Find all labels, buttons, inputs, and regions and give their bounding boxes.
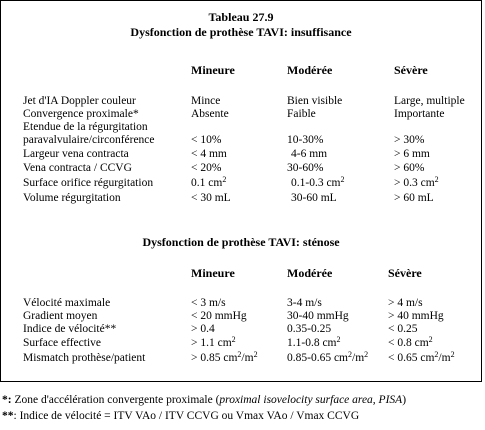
t2-cell: 3-4 m/s	[287, 297, 322, 309]
t1-col-mild: Mineure	[191, 63, 235, 77]
t1-cell: < 30 mL	[191, 192, 231, 204]
t1-cell: Importante	[394, 108, 445, 120]
t2-cell: > 0.4	[191, 323, 215, 335]
t1-row-label: Largeur vena contracta	[23, 148, 129, 160]
t1-row-label: Volume régurgitation	[23, 192, 121, 204]
t2-cell: 30-40 mmHg	[287, 310, 349, 322]
t1-cell: 0.1 $cm^2$	[191, 175, 227, 189]
t2-cell: < 0.25	[388, 323, 418, 335]
t1-cell: 0.1-0.3 $cm^2$	[291, 175, 345, 189]
t1-row-label: Convergence proximale*	[23, 108, 139, 120]
t1-row-label: paravalvulaire/circonférence	[23, 134, 155, 146]
t1-col-severe: Sévère	[394, 63, 428, 77]
t1-cell: Large, multiple	[394, 95, 465, 107]
t1-cell: > 60%	[394, 162, 425, 174]
t1-row-label: Jet d'IA Doppler couleur	[23, 95, 136, 107]
t2-cell: < 0.8 $cm^2$	[388, 335, 433, 349]
t2-row-label: Vélocité maximale	[23, 297, 111, 309]
t2-cell: < 20 mmHg	[191, 310, 247, 322]
t2-cell: > 40 mmHg	[388, 310, 444, 322]
t2-cell: > 4 m/s	[388, 297, 423, 309]
t1-cell: > 0.3 $cm^2$	[394, 175, 439, 189]
t2-col-mild: Mineure	[191, 266, 235, 280]
t1-row-label: Surface orifice régurgitation	[23, 177, 154, 189]
t2-cell: < 3 m/s	[191, 297, 226, 309]
t2-col-severe: Sévère	[388, 266, 422, 280]
t2-cell: 1.1-0.8 $cm^2$	[287, 335, 341, 349]
t1-cell: > 30%	[394, 134, 425, 146]
t2-row-label: Indice de vélocité**	[23, 323, 117, 335]
t2-row-label: Surface effective	[23, 337, 102, 349]
t1-cell: Absente	[191, 108, 229, 120]
t1-cell: 10-30%	[287, 134, 324, 146]
t2-cell: > 1.1 $cm^2$	[191, 335, 236, 349]
table1-title: Dysfonction de prothèse TAVI: insuffisance	[130, 25, 352, 39]
t2-cell: < 0.65 $cm^2/m^2$	[388, 350, 455, 364]
t1-cell: Bien visible	[287, 95, 343, 107]
t2-row-label: Gradient moyen	[23, 310, 98, 322]
t1-cell: 30-60 mL	[291, 192, 337, 204]
table2-title: Dysfonction de prothèse TAVI: sténose	[142, 235, 340, 249]
t1-cell: 30-60%	[287, 162, 324, 174]
t1-cell: < 4 mm	[191, 148, 227, 160]
t1-cell: > 60 mL	[394, 192, 434, 204]
t1-col-moderate: Modérée	[287, 63, 333, 77]
t2-cell: 0.85-0.65 $cm^2/m^2$	[287, 350, 369, 364]
footnote-1: *: Zone d'accélération convergente proximale (proximal isovelocity surface area, PISA)	[2, 394, 407, 406]
t1-row-label: Vena contracta / CCVG	[23, 162, 132, 174]
t1-row-label: Etendue de la régurgitation	[23, 121, 148, 133]
t1-cell: > 6 mm	[394, 148, 430, 160]
t2-cell: > 0.85 $cm^2/m^2$	[191, 350, 258, 364]
t2-row-label: Mismatch prothèse/patient	[23, 352, 146, 364]
t1-cell: Mince	[191, 95, 221, 107]
footnote-2: **: Indice de vélocité = ITV VAo / ITV CCVG ou Vmax VAo / Vmax CCVG	[2, 410, 360, 422]
t1-cell: < 10%	[191, 134, 222, 146]
table-number: Tableau 27.9	[208, 10, 274, 24]
t1-cell: 4-6 mm	[291, 148, 328, 160]
t2-cell: 0.35-0.25	[287, 323, 332, 335]
t1-cell: < 20%	[191, 162, 222, 174]
t1-cell: Faible	[287, 108, 316, 120]
t2-col-moderate: Modérée	[287, 266, 333, 280]
footnotes	[2, 392, 482, 424]
